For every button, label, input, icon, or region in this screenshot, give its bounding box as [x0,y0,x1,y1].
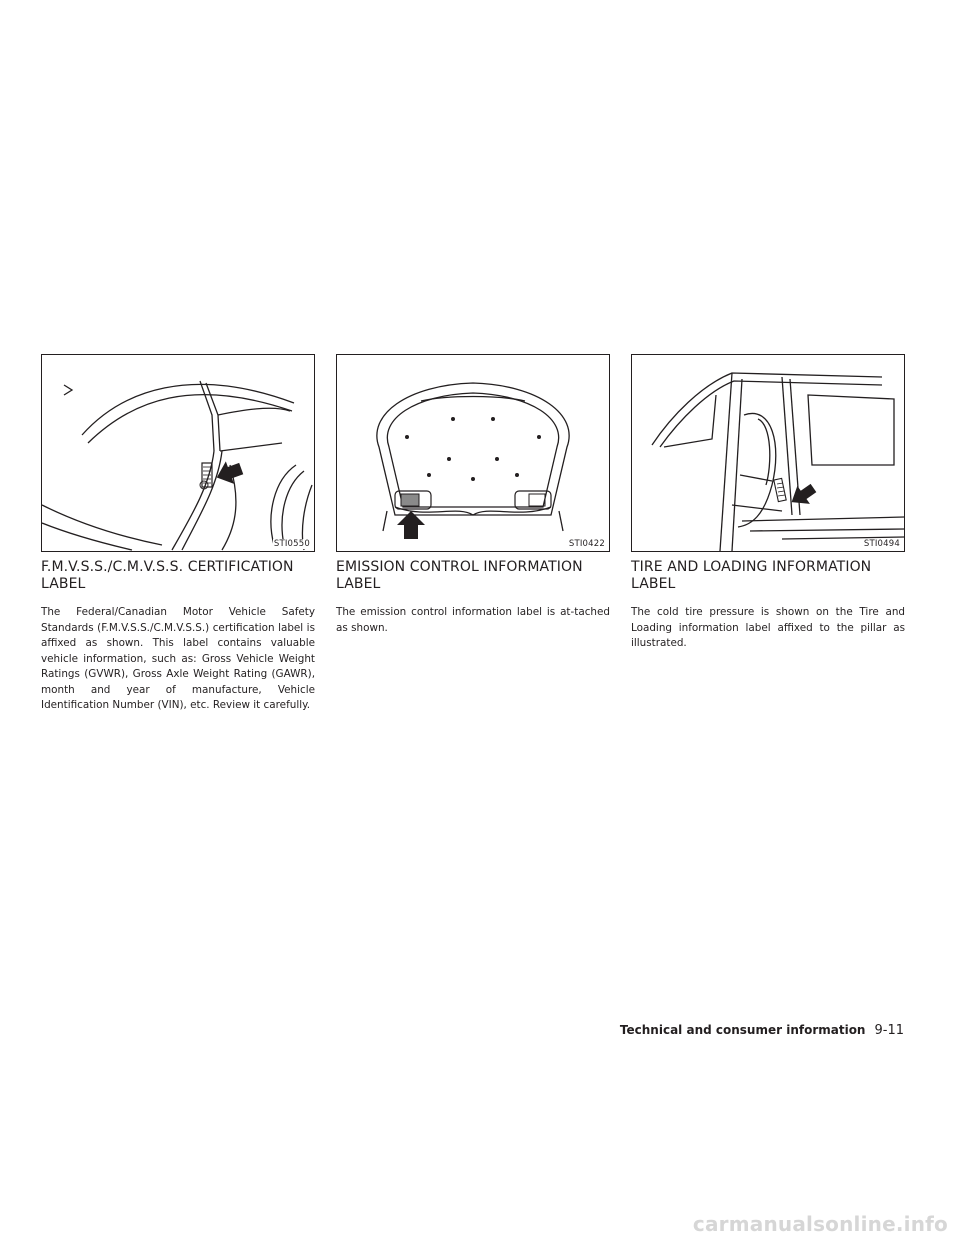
section-body: The emission control information label is at-tached as shown. [336,606,610,634]
certification-label-section [41,354,315,714]
section-heading: F.M.V.S.S./C.M.V.S.S. CERTIFICATION LABEL [41,559,294,592]
figure-code: STI0550 [273,539,310,549]
watermark: carmanualsonline.info [692,1212,948,1236]
page-footer [620,1023,904,1038]
section-body: The cold tire pressure is shown on the Tire and Loading information label affixed to the pillar as illustrated. [631,606,905,649]
section-heading: EMISSION CONTROL INFORMATION LABEL [336,559,583,592]
open-door-drawing [632,355,904,551]
tire-loading-label-illustration [631,354,905,552]
door-pillar-drawing [42,355,314,551]
emission-label-illustration [336,354,610,552]
section-body: The Federal/Canadian Motor Vehicle Safety Standards (F.M.V.S.S./C.M.V.S.S.) certification label is affixed as shown. This label contains valuable vehicle information, such as: Gross Vehicle Weight Ratings (GVWR), Gross Axle Weight Rating (GAWR), month and year of manufacture, Vehicle Identification Number (VIN), etc. Review it carefully. [41,606,315,711]
figure-code: STI0494 [863,539,900,549]
certification-label-illustration [41,354,315,552]
emission-label-section [336,354,610,636]
section-heading: TIRE AND LOADING INFORMATION LABEL [631,559,872,592]
page-number: 9-11 [874,1023,904,1038]
footer-section-title: Technical and consumer information [619,1023,866,1037]
figure-code: STI0422 [568,539,605,549]
tire-loading-label-section [631,354,905,652]
hood-underside-drawing [337,355,609,551]
